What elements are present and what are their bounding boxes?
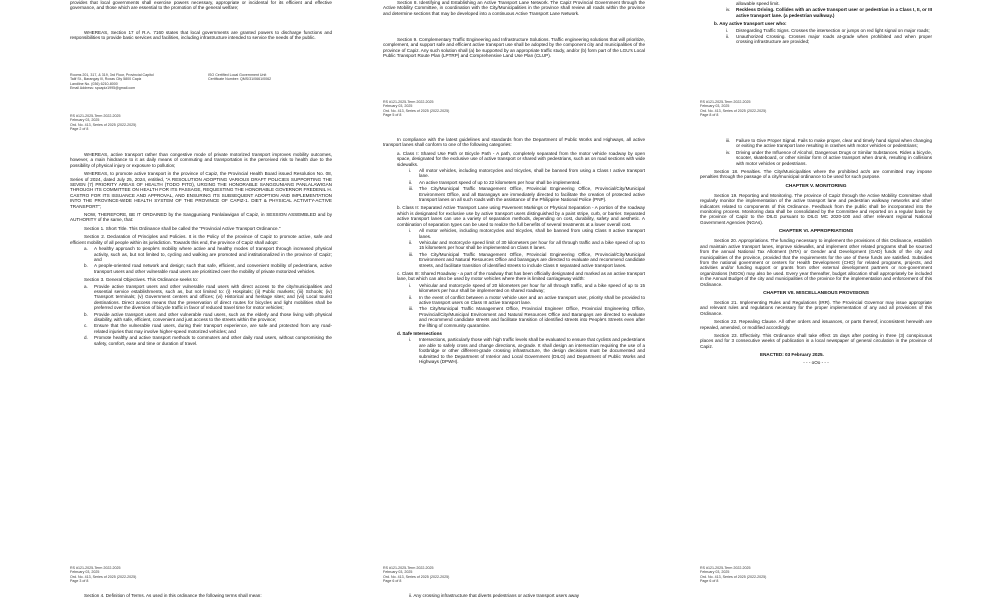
chapter-heading: CHAPTER V. MONITORING bbox=[785, 183, 847, 189]
active-user-heading: b. Any active transport user who: bbox=[714, 21, 787, 27]
page-column-middle bbox=[383, 0, 645, 600]
chapter-heading: CHAPTER VII. MISCELLANEOUS PROVISIONS bbox=[763, 290, 869, 296]
list-item bbox=[383, 168, 645, 179]
list-item bbox=[383, 240, 645, 251]
list-item bbox=[383, 252, 645, 268]
list-item bbox=[700, 34, 932, 45]
list-text: Provide active transport users and other vulnerable road users with direct access to the city/municipalities and essential service establishments, such as, but not limited to: (i) Hospitals; (ii) Public markets; (iii) Schools; (iv) Transport terminals; (v) Government centers and offices; (vi) Historical and heritage sites; and (vii) Local tourist destinations. Direct access means that the preservation of direct routes for bicycles and light mobilities shall be preferred over the diversion of bicycle traffic in favor of reduced travel time for motor vehicles; bbox=[94, 283, 332, 311]
section-23: Section 23. Effectivity. This Ordinance shall take effect 15 days after posting in three (3) conspicuous places and for 3 consecutive weeks of publication in a local newspaper of general circulation in the province of Capiz. bbox=[700, 332, 932, 349]
section-2: Section 2. Declaration of Principles and Policies. It is the Policy of the province of Capiz to promote active, safe and efficient mobility of all people within its jurisdiction. Towards this end, the province of Capiz shall adopt: bbox=[70, 234, 332, 245]
section-8: Section 8. Identifying and Establishing an Active Transport Lane Network. The Capiz Provincial Government through the Active Mobility Committee, in coordination with the City/Municipalities in the province shall review all roads within the province and determine sections that may be developed into a continuous Active Transport Lane Network. bbox=[383, 0, 645, 16]
class-iii-heading: c. Class III: Shared Roadway - a part of the roadway that has been officially designated and marked as an active transport lane, but which can also be used by motor vehicles where there is limited carriageway width: bbox=[397, 270, 645, 282]
list-item bbox=[70, 323, 332, 334]
section-3: Section 3. General Objectives. This Ordinance seeks to: bbox=[84, 277, 199, 283]
list-text: The City/Municipal Traffic Management Office, Provincial Engineering Office, Provincial/City/Municipal Environment and Natural Resources Office and barangays are directed to evaluate and recommend candidate streets, and facilitate transition of identified streets to include Class II separated active transport lanes. bbox=[419, 251, 645, 268]
list-marker: d. bbox=[84, 335, 88, 341]
list-item bbox=[70, 284, 332, 311]
list-text: Reckless Driving. Collides with an active transport user or pedestrian in a Class I, II, or III active transport lane. (a pedestrian walkway.) bbox=[736, 7, 932, 18]
list-item bbox=[700, 138, 932, 149]
class-ii-heading: b. Class II: Separated Active Transport Lane using Pavement Markings or Physical Separation - A portion of the roadway which is designated for exclusive use by active transport users distinguished by a paint stripe, curb, or barrier. Separated active transport lanes can use a variety of separation methods, depending on cost, durability, safety and aesthetic. A combination of separation types can be used to realize the full benefits of several treatments at a lower overall cost. bbox=[397, 205, 645, 227]
list-text: Disregarding Traffic Signs. Crosses the intersection or jumps on red light signal on major roads; bbox=[736, 27, 930, 33]
page-meta: RS #121-2025-Term 2022-2025 February 03, 2025 Ord. No. 413, Series of 2025 (2022-2025) Page 3 of 8 bbox=[70, 566, 137, 583]
list-marker: iii. bbox=[726, 138, 731, 143]
top-paragraph: provides that local governments shall exercise powers necessary, appropriate or incidental for its efficient and effective governance, and those which are essential to the promotion of the general welfare; bbox=[70, 0, 332, 11]
list-text: Promote healthy and active transport methods to commuters and other daily road users, without compromising the safety, comfort, ease and time or duration of travel. bbox=[94, 335, 332, 346]
list-item bbox=[383, 306, 645, 328]
list-marker: i. bbox=[409, 168, 412, 174]
list-text: A people-oriented road network and design; such that safe, efficient, and convenient mobility of pedestrians, active transport users and other vulnerable road users are prioritized over the mobility of private motorized vehicles. bbox=[94, 263, 332, 274]
list-marker: b. bbox=[84, 311, 88, 317]
list-marker: ii. bbox=[409, 294, 413, 300]
list-item bbox=[383, 283, 645, 294]
list-marker: iv. bbox=[726, 149, 731, 155]
page-meta: RS #121-2025-Term 2022-2025 February 03, 2025 Ord. No. 413, Series of 2025 (2022-2025) Page 8 of 8 bbox=[700, 100, 767, 117]
page-top-section bbox=[700, 0, 932, 45]
section-22: Section 22. Repealing Clause. All other orders and issuances, or parts thereof, inconsistent herewith are repealed, amended, or modified accordingly. bbox=[700, 319, 932, 330]
list-text: Vehicular and motorcycle speed limit of 30 kilometers per hour for all through traffic and a bike speed of up to 15 kilometers per hour shall be implemented on Class II lanes. bbox=[419, 239, 645, 251]
list-text: allowable speed limit. bbox=[736, 1, 780, 6]
list-text: The City/Municipal Traffic Management Office, Provincial Engineer Office, Provincial Engineering Office, Provincial/City/Municipal Environment and Natural Resources Office and Barangays are directed to evaluate and recommend candidate streets and facilitate transition of identified streets into People's Streets even after the lifting of community quarantine. bbox=[419, 306, 645, 328]
end-mark: - - - oOo - - - bbox=[803, 359, 829, 365]
cut-list-item: ii. Any crossing infrastructure that diverts pedestrians or active transport users away bbox=[409, 593, 580, 598]
list-item bbox=[700, 28, 932, 33]
list-item bbox=[700, 7, 932, 18]
page-body bbox=[700, 137, 932, 365]
list-marker: ii. bbox=[409, 239, 413, 245]
list-marker: iv. bbox=[726, 7, 731, 13]
list-item bbox=[70, 312, 332, 323]
enacted-line: ENACTED: 03 February 2025. bbox=[760, 352, 824, 358]
list-text: Unauthorized Crossing. Crosses major roads at-grade when prohibited and when proper crossing infrastructure are provided; bbox=[736, 34, 932, 45]
section-18: Section 18. Penalties. The City/Municipalities where the prohibited act/s are committed may impose penalties through the passage of a city/municipal ordinance to be used for such purpose. bbox=[700, 169, 932, 180]
list-marker: i. bbox=[409, 228, 412, 234]
list-marker: ii. bbox=[726, 34, 730, 40]
list-text: Provide active transport users and other vulnerable road users, such as the elderly and those living with physical disability, with safe, efficient, convenient and just access to the streets within the province; bbox=[94, 311, 332, 322]
list-text: Driving under the Influence of Alcohol, Dangerous Drugs or Similar Substances. Rides a bicycle, scooter, skateboard, or other similar form of active transport when drunk, resulting in collisions with motor vehicles or pedestrians. bbox=[736, 149, 932, 166]
whereas-paragraph: WHEREAS, Section 17 of R.A. 7160 states that local governments are granted powers to discharge functions and responsibilities to provide basic services and facilities, including infrastructure intended to service the needs of the public. bbox=[70, 30, 332, 41]
list-text: All motor vehicles, including motorcycles and tricycles, shall be banned from using a Class I active transport lane. bbox=[419, 168, 645, 179]
list-marker: a. bbox=[84, 283, 88, 289]
section-4: Section 4. Definition of Terms. As used in this ordinance the following terms shall mean: bbox=[84, 593, 262, 598]
section-1: Section 1. Short Title. This Ordinance shall be called the "Provincial Active Transport Ordinance." bbox=[84, 225, 281, 231]
safe-intersections-heading: d. Safe Intersections bbox=[397, 331, 442, 336]
list-marker: iii. bbox=[409, 186, 414, 192]
section-19: Section 19. Reporting and Monitoring. The province of Capiz through the Active Mobility Committee shall regularly monitor the implementation of the active transport lane and pedestrian walkway networks and other indicators related to components of this Ordinance. Feedback from the public shall be incorporated into the monitoring process. Monitoring data shall be consolidated by the Committee and reported on a regular basis by the province of Capiz to the DILG pursuant to DILG MC 2020-100 and other relevant regional National Government Agencies (NGAs). bbox=[700, 192, 932, 225]
list-item bbox=[383, 295, 645, 306]
list-marker: i. bbox=[409, 282, 412, 288]
list-text: Failure to Give Proper Signal. Fails to make proper, clear and timely hand signal when changing or exiting the active transport lane resulting in crashes with motor vehicles or pedestrians; bbox=[736, 138, 932, 149]
list-text: In the event of conflict between a motor vehicle user and an active transport user, priority shall be provided to active transport users on Class III active transport lane. bbox=[419, 294, 645, 305]
list-text: The City/Municipal Traffic Management Office, Provincial Engineering Office, Provincial/City/Municipal Environment Office, and all Barangays are immediately directed to facilitate the creation of protected active transport lanes on all such roads with the assistance of the Philippine National Police (PNP). bbox=[419, 186, 645, 203]
list-item bbox=[700, 150, 932, 166]
list-marker bbox=[726, 1, 736, 6]
chapter-heading: CHAPTER VI. APPROPRIATIONS bbox=[778, 229, 854, 235]
list-item bbox=[383, 180, 645, 185]
list-item bbox=[700, 1, 932, 6]
page-meta: RS #121-2025-Term 2022-2025 February 03, 2025 Ord. No. 413, Series of 2025 (2022-2025) Page 2 of 8 bbox=[70, 114, 137, 131]
page-body bbox=[70, 152, 332, 346]
class-i-heading: a. Class I: Shared Use Path or Bicycle Path - A path, completely separated from the motor vehicle roadway by open space, designated for the exclusive use of active transport or shared with pedestrians, such as on road sections with wide sidewalks. bbox=[397, 150, 645, 167]
section-21: Section 21. Implementing Rules and Regulations (IRR). The Provincial Governor may issue appropriate and relevant rules and regulations necessary for the proper implementation of any and all provisions of this Ordinance. bbox=[700, 299, 932, 316]
page-column-left bbox=[70, 0, 332, 600]
list-text: Ensure that the vulnerable road users, during their transport experience, are safe and protected from any road-related injuries that may involve higher-speed motorized vehicles; and bbox=[94, 323, 332, 334]
intro-paragraph: In compliance with the latest guidelines and standards from the Department of Public Works and Highways, all active transport lanes shall conform to one of the following categories: bbox=[383, 137, 645, 148]
list-item bbox=[383, 337, 645, 364]
whereas-paragraph: WHEREAS, active transport rather than congestive mode of private motorized transport improves mobility outcomes, however, a main hindrance to it as daily means of commuting and transportation is the perceived risk to health due to the possibility of physical injury or exposure to pollution; bbox=[70, 152, 332, 168]
list-text: All motor vehicles, including motorcycles and tricycles, shall be banned from using Class II active transport lanes. bbox=[419, 228, 645, 239]
footer-address: Rooms 201, 317, & 319, 3rd Floor, Provincial Capitol Talif St., Barangay Ill, Roxas City 5800 Capiz Landline No. (036) 6210-8000 Email Address: spcapiz1995@gmail.com bbox=[70, 73, 154, 90]
page-meta: RS #121-2025-Term 2022-2025 February 03, 2025 Ord. No. 413, Series of 2025 (2022-2025) Page 6 of 8 bbox=[383, 566, 450, 583]
page-meta: RS #121-2025-Term 2022-2025 February 03, 2025 Ord. No. 413, Series of 2025 (2022-2025) Page 6 of 8 bbox=[700, 566, 767, 583]
list-item bbox=[70, 335, 332, 346]
list-text: Vehicular and motorcycle speed of 20 kilometers per hour for all through traffic, and a bike speed of up to 15 kilometers per hour shall be implemented on shared roadway; bbox=[419, 282, 645, 294]
page-meta: RS #121-2025-Term 2022-2025 February 03, 2025 Ord. No. 413, Series of 2025 (2022-2025) Page 5 of 8 bbox=[383, 100, 450, 117]
list-item bbox=[383, 186, 645, 202]
list-marker: i. bbox=[409, 337, 412, 343]
list-marker: c. bbox=[84, 323, 88, 329]
ordain-paragraph: NOW, THEREFORE, BE IT ORDAINED by the Sangguniang Panlalawigan of Capiz, in SESSION ASSEMBLED and by AUTHORITY of the same, that: bbox=[70, 212, 332, 223]
list-text: An active transport speed of up to 22 kilometers per hour shall be implemented. bbox=[419, 179, 581, 185]
footer-certification: ISO Certified Local Government Unit Certificate Number: QMS/31/0661/0062 bbox=[208, 73, 272, 82]
list-text: Intersections, particularly those with high traffic levels shall be evaluated to ensure that cyclists and pedestrians are able to safely cross and change directions, at-grade. It shall design an intersection requiring the use of a footbridge or other different-grade crossing infrastructure, the design decisions must be documented and submitted to the Department of Interior and Local Government (DILG) and Department of Public Works and Highways (DPWH). bbox=[419, 337, 645, 365]
list-marker: i. bbox=[726, 27, 729, 33]
section-9: Section 9. Complementary Traffic Engineering and Infrastructure Solutions. Traffic engineering solutions that will prioritize, complement, and support safe and efficient active transport use shall be adopted by the component city and municipalities of the province of Capiz. Any such solution shall (a) be supported by an appropriate traffic study, and/or (b) form part of the LGU's Local Public Transport Route Plan (LPTRP) and Comprehensive Land Use Plan (CLUP). bbox=[383, 37, 645, 59]
list-marker: iii. bbox=[409, 306, 414, 312]
list-marker: a. bbox=[84, 246, 88, 252]
list-item bbox=[383, 228, 645, 239]
section-20: Section 20. Appropriations. The funding necessary to implement the provisions of this Ordinance, establish and maintain active transport lanes, improve sidewalks, and implement other related programs shall be sourced from the annual National Tax Allotment (NTA) or Gender and Development (GAD) funds of the city and municipalities of the province, provided that the requirements for the use of these funds are satisfied. Subsidies from the national government or centers for Health Development (CHD) for related programs, projects, and activities and/or funding support or grants from other external development partners or non-government organizations (NGOs) may also be used. Every year thereafter, budget allocation shall appropriately be included in the Annual Budget of the city and municipalities of the province for the implementation and enforcement of this Ordinance. bbox=[700, 238, 932, 287]
list-marker: b. bbox=[84, 263, 88, 269]
list-item bbox=[70, 263, 332, 274]
list-marker: ii. bbox=[409, 179, 413, 185]
page-column-right bbox=[700, 0, 932, 600]
list-item bbox=[70, 246, 332, 262]
whereas-paragraph: WHEREAS, to promote active transport in the province of Capiz, the Provincial Health Board issued Resolution No. 08, Series of 2024, dated July 25, 2024, entitled, "A RESOLUTION ADOPTING VARIOUS DRAFT POLICIES SUPPORTING THE SEVEN (7) PRIORITY AREAS OF HEALTH (TODO PITO), URGING THE HONORABLE SANGGUNIANG PANLALAWIGAN THROUGH ITS COMMITTEE ON HEALTH FOR ITS PASSAGE, REQUESTING THE HONORABLE GOVERNOR FREDENIL H. CASTRO FOR ITS ISSUANCE AND APPROVAL, AND ENSURING ITS SUBSEQUENT ADOPTION AND IMPLEMENTATION INTO THE PROVINCE-WIDE HEALTH SYSTEM OF THE PROVINCE OF CAPIZ-1. DIET & PHYSICAL ACTIVITY-ACTIVE TRANSPORT"; bbox=[70, 171, 332, 209]
list-text: A healthy approach to people's mobility where active and healthy modes of transport through increased physical activity, such as, but not limited to, cycling and walking are promoted and institutionalized in the province of Capiz; and bbox=[94, 246, 332, 262]
page-body bbox=[383, 137, 645, 364]
list-marker: iii. bbox=[409, 251, 414, 257]
